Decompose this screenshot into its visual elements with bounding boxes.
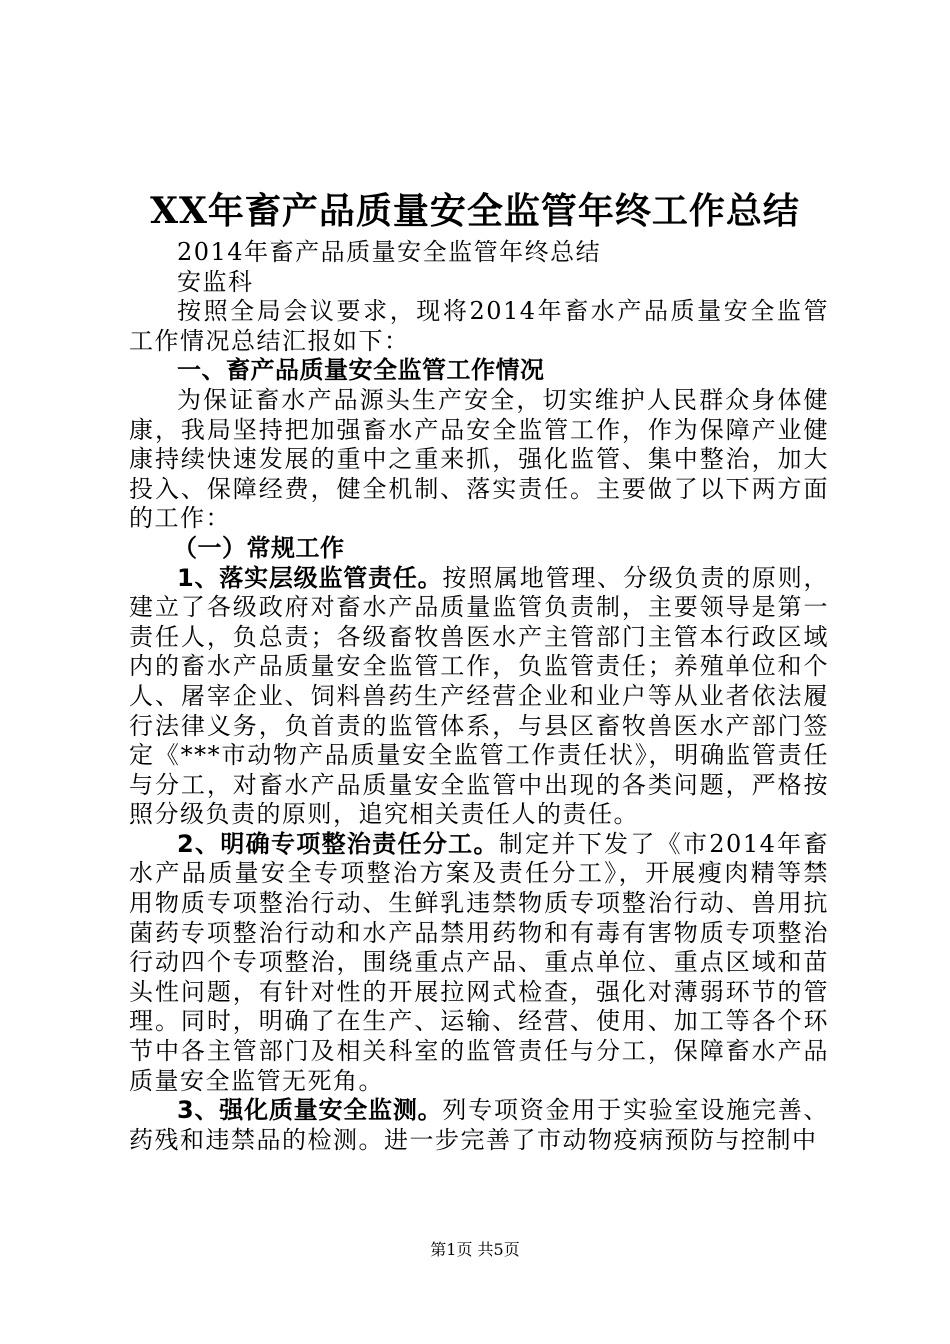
department-line: 安监科 (177, 267, 254, 296)
item-text-3: 列专项资金用于实验室设施完善、药残和违禁品的检测。进一步完善了市动物疫病预防与控制中 (129, 1096, 830, 1154)
item-lead-2: 2、明确专项整治责任分工。 (177, 829, 499, 858)
item-paragraph-1 (129, 564, 829, 830)
item-paragraph-3 (129, 1096, 829, 1155)
section-heading: 一、畜产品质量安全监管工作情况 (177, 356, 545, 385)
item-lead-1: 1、落实层级监管责任。 (177, 563, 443, 592)
intro-paragraph: 按照全局会议要求，现将2014年畜水产品质量安全监管工作情况总结汇报如下： (129, 297, 829, 355)
page-footer: 第1页 共5页 (430, 1240, 520, 1259)
item-lead-3: 3、强化质量安全监测。 (177, 1096, 443, 1125)
section-paragraph: 为保证畜水产品源头生产安全，切实维护人民群众身体健康，我局坚持把加强畜水产品安全监管工作，作为保障产业健康持续快速发展的重中之重来抓，强化监管、集中整治，加大投入、保障经费，健全机制、落实责任。主要做了以下两方面的工作： (129, 385, 829, 533)
item-text-2: 制定并下发了《市2014年畜水产品质量安全专项整治方案及责任分工》，开展瘦肉精等禁用物质专项整治行动、生鲜乳违禁物质专项整治行动、兽用抗菌药专项整治行动和水产品禁用药物和有毒有害物质专项整治行动四个专项整治，围绕重点产品、重点单位、重点区域和苗头性问题，有针对性的开展拉网式检查，强化对薄弱环节的管理。同时，明确了在生产、运输、经营、使用、加工等各个环节中各主管部门及相关科室的监管责任与分工，保障畜水产品质量安全监管无死角。 (129, 829, 829, 1095)
subsection-heading: （一）常规工作 (173, 533, 345, 562)
subtitle-line: 2014年畜产品质量安全监管年终总结 (177, 238, 602, 266)
document-title: XX年畜产品质量安全监管年终工作总结 (150, 190, 800, 232)
item-paragraph-2 (129, 830, 829, 1096)
document-body (129, 238, 829, 1155)
item-text-1: 按照属地管理、分级负责的原则，建立了各级政府对畜水产品质量监管负责制，主要领导是第一责任人，负总责；各级畜牧兽医水产主管部门主管本行政区域内的畜水产品质量安全监管工作，负监管责任；养殖单位和个人、屠宰企业、饲料兽药生产经营企业和业户等从业者依法履行法律义务，负首责的监管体系，与县区畜牧兽医水产部门签定《***市动物产品质量安全监管工作责任状》，明确监管责任与分工，对畜水产品质量安全监管中出现的各类问题，严格按照分级负责的原则，追究相关责任人的责任。 (129, 563, 830, 829)
